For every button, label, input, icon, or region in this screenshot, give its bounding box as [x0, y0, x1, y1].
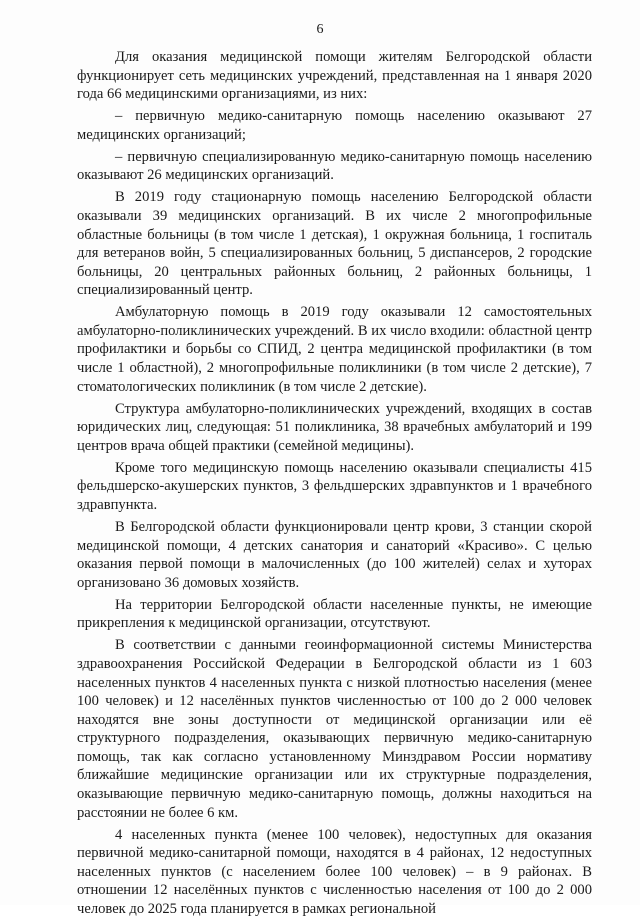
paragraph-outpatient-structure: Структура амбулаторно-поликлинических учреждений, входящих в состав юридических лиц, следующая: 51 поликлиника, 38 врачебных амбулаторий и 199 центров врача общей практики (семейной медицины). [77, 400, 592, 454]
paragraph-outpatient-care: Амбулаторную помощь в 2019 году оказывали 12 самостоятельных амбулаторно-поликлинических учреждений. В их число входили: областной центр профилактики и борьбы со СПИД, 2 центра медицинской профилактики (в том числе 1 областной), 2 многопрофильные поликлиники (в том числе 2 детские), 7 стоматологических поликлиник (в том числе 2 детские). [77, 304, 592, 395]
paragraph-geoinfo-system: В соответствии с данными геоинформационной системы Министерства здравоохранения Российской Федерации в Белгородской области из 1 603 населенных пунктов 4 населенных пункта с низкой плотностью населения (менее 100 человек) и 12 населённых пунктов численностью от 100 до 2 000 человек находятся вне зоны доступности от медицинской организации или её структурного подразделения, оказывающих первичную медико-санитарную помощь, так как согласно установленному Минздравом России нормативу ближайшие медицинские организации или их структурные подразделения, оказывающие первичную медико-санитарную помощь, должны находиться на расстоянии не более 6 км. [77, 637, 592, 821]
paragraph-intro: Для оказания медицинской помощи жителям Белгородской области функционирует сеть медицинских учреждений, представленная на 1 января 2020 года 66 медицинскими организациями, из них: [77, 49, 592, 103]
paragraph-inpatient-care: В 2019 году стационарную помощь населению Белгородской области оказывали 39 медицинских организаций. В их числе 2 многопрофильные областные больницы (в том числе 1 детская), 1 окружная больница, 1 госпиталь для ветеранов войн, 5 специализированных больниц, 5 диспансеров, 2 городские больницы, 20 центральных районных больниц, 2 районных больницы, 1 специализированный центр. [77, 189, 592, 299]
paragraph-feldsher-points: Кроме того медицинскую помощь населению оказывали специалисты 415 фельдшерско-акушерских пунктов, 3 фельдшерских здравпунктов и 1 врачебного здравпункта. [77, 459, 592, 513]
paragraph-no-attachment: На территории Белгородской области населенные пункты, не имеющие прикрепления к медицинской организации, отсутствуют. [77, 596, 592, 632]
page-number: 6 [316, 22, 324, 37]
paragraph-list-item-specialized: – первичную специализированную медико-санитарную помощь населению оказывают 26 медицинских организаций. [77, 148, 592, 184]
paragraph-inaccessible-settlements: 4 населенных пункта (менее 100 человек), недоступных для оказания первичной медико-санитарной помощи, находятся в 4 районах, 12 недоступных населенных пунктов (с населением более 100 человек) – в 9 районах. В отношении 12 населённых пунктов с численностью населения от 100 до 2 000 человек до 2025 года планируется в рамках региональной [77, 826, 592, 918]
document-body [77, 48, 592, 922]
paragraph-blood-center: В Белгородской области функционировали центр крови, 3 станции скорой медицинской помощи, 4 детских санатория и санаторий «Красиво». С целью оказания первой помощи в малочисленных (до 100 жителей) селах и хуторах организовано 36 домовых хозяйств. [77, 518, 592, 591]
paragraph-list-item-primary: – первичную медико-санитарную помощь населению оказывают 27 медицинских организаций; [77, 108, 592, 143]
